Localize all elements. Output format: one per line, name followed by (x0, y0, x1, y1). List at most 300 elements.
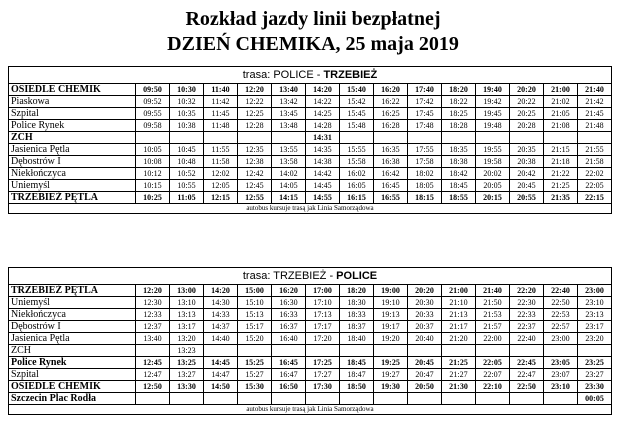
departure-time: 17:58 (408, 156, 442, 168)
departure-time: 17:48 (408, 120, 442, 132)
departure-time: 16:38 (374, 156, 408, 168)
departure-time: 15:13 (238, 309, 272, 321)
departure-time (374, 132, 408, 144)
departure-time: 12:47 (136, 369, 170, 381)
departure-time: 19:00 (374, 285, 408, 297)
departure-time: 23:10 (544, 381, 578, 393)
departure-time: 15:00 (238, 285, 272, 297)
departure-time: 12:02 (204, 168, 238, 180)
stop-row (9, 309, 612, 321)
departure-time: 19:13 (374, 309, 408, 321)
departure-time (442, 345, 476, 357)
departure-time (204, 393, 238, 405)
departure-time: 21:40 (578, 84, 612, 96)
departure-time: 21:35 (544, 192, 578, 204)
departure-time: 21:30 (442, 381, 476, 393)
stop-name: Szczecin Plac Rodła (9, 393, 136, 405)
departure-time: 18:50 (340, 381, 374, 393)
route-header-row (9, 67, 612, 84)
departure-time: 14:38 (306, 156, 340, 168)
departure-time (476, 345, 510, 357)
departure-time: 21:25 (544, 180, 578, 192)
stop-row (9, 156, 612, 168)
departure-time (204, 345, 238, 357)
departure-time: 10:55 (170, 180, 204, 192)
stop-name: ZCH (9, 132, 136, 144)
departure-time (374, 345, 408, 357)
departure-time: 14:42 (306, 168, 340, 180)
departure-time: 20:28 (510, 120, 544, 132)
departure-time: 22:53 (544, 309, 578, 321)
departure-time: 22:15 (578, 192, 612, 204)
departure-time: 23:00 (544, 333, 578, 345)
departure-time: 21:08 (544, 120, 578, 132)
departure-time: 16:42 (374, 168, 408, 180)
departure-time: 21:02 (544, 96, 578, 108)
departure-time: 15:30 (238, 381, 272, 393)
departure-time: 14:25 (306, 108, 340, 120)
departure-time: 15:20 (238, 333, 272, 345)
departure-time: 18:15 (408, 192, 442, 204)
stop-row (9, 96, 612, 108)
departure-time: 21:17 (442, 321, 476, 333)
departure-time: 19:10 (374, 297, 408, 309)
departure-time: 09:52 (136, 96, 170, 108)
departure-time (170, 132, 204, 144)
departure-time: 12:45 (136, 357, 170, 369)
stop-name: Dębostrów I (9, 321, 136, 333)
departure-time: 11:55 (204, 144, 238, 156)
departure-time: 23:25 (578, 357, 612, 369)
departure-time: 18:45 (442, 180, 476, 192)
departure-time: 12:15 (204, 192, 238, 204)
departure-time: 13:13 (170, 309, 204, 321)
departure-time: 10:08 (136, 156, 170, 168)
departure-time: 09:50 (136, 84, 170, 96)
stop-name: Niekłończyca (9, 309, 136, 321)
stop-name: Szpital (9, 108, 136, 120)
departure-time: 12:22 (238, 96, 272, 108)
departure-time: 10:35 (170, 108, 204, 120)
departure-time: 20:45 (408, 357, 442, 369)
departure-time (442, 132, 476, 144)
departure-time: 15:27 (238, 369, 272, 381)
departure-time: 23:27 (578, 369, 612, 381)
departure-time: 18:30 (340, 297, 374, 309)
departure-time: 20:42 (510, 168, 544, 180)
departure-time: 18:42 (442, 168, 476, 180)
title-line-2: DZIEŃ CHEMIKA, 25 maja 2019 (167, 33, 459, 55)
departure-time: 22:30 (510, 297, 544, 309)
departure-time: 23:07 (544, 369, 578, 381)
departure-time: 11:58 (204, 156, 238, 168)
departure-time: 14:33 (204, 309, 238, 321)
departure-time (340, 345, 374, 357)
departure-time: 19:42 (476, 96, 510, 108)
departure-time: 19:25 (374, 357, 408, 369)
stop-name: Uniemyśl (9, 180, 136, 192)
departure-time: 13:25 (170, 357, 204, 369)
departure-time: 17:17 (306, 321, 340, 333)
departure-time: 20:38 (510, 156, 544, 168)
departure-time: 12:30 (136, 297, 170, 309)
departure-time: 12:35 (238, 144, 272, 156)
departure-time: 14:31 (306, 132, 340, 144)
departure-time: 17:55 (408, 144, 442, 156)
stop-row (9, 297, 612, 309)
stop-row (9, 132, 612, 144)
stop-row (9, 369, 612, 381)
departure-time (238, 345, 272, 357)
note-row (9, 204, 612, 214)
departure-time: 16:05 (340, 180, 374, 192)
departure-time (510, 132, 544, 144)
departure-time: 19:20 (374, 333, 408, 345)
departure-time: 20:55 (510, 192, 544, 204)
departure-time (238, 132, 272, 144)
departure-time: 17:10 (306, 297, 340, 309)
departure-time: 16:33 (272, 309, 306, 321)
stop-name: Jasienica Pętla (9, 144, 136, 156)
departure-time: 12:33 (136, 309, 170, 321)
departure-time (136, 345, 170, 357)
departure-time: 16:35 (374, 144, 408, 156)
stop-name: Szpital (9, 369, 136, 381)
departure-time: 22:40 (510, 333, 544, 345)
departure-time: 13:10 (170, 297, 204, 309)
departure-time: 20:20 (408, 285, 442, 297)
departure-time (476, 132, 510, 144)
departure-time: 18:35 (442, 144, 476, 156)
departure-time: 17:13 (306, 309, 340, 321)
departure-time (340, 393, 374, 405)
departure-time: 13:42 (272, 96, 306, 108)
departure-time (306, 393, 340, 405)
stop-row (9, 333, 612, 345)
departure-time: 13:30 (170, 381, 204, 393)
departure-time: 18:33 (340, 309, 374, 321)
departure-time: 20:47 (408, 369, 442, 381)
departure-time: 13:58 (272, 156, 306, 168)
departure-time: 14:02 (272, 168, 306, 180)
departure-time: 23:05 (544, 357, 578, 369)
departure-time: 22:10 (476, 381, 510, 393)
departure-time: 22:20 (510, 285, 544, 297)
departure-time: 21:27 (442, 369, 476, 381)
departure-time: 19:27 (374, 369, 408, 381)
departure-time: 21:25 (442, 357, 476, 369)
departure-time: 14:20 (306, 84, 340, 96)
departure-time: 14:05 (272, 180, 306, 192)
departure-time: 14:50 (204, 381, 238, 393)
departure-time: 22:50 (510, 381, 544, 393)
departure-time: 21:20 (442, 333, 476, 345)
departure-time: 13:40 (272, 84, 306, 96)
departure-time: 10:05 (136, 144, 170, 156)
departure-time: 10:38 (170, 120, 204, 132)
route-header (9, 268, 612, 285)
departure-time: 20:37 (408, 321, 442, 333)
departure-time: 22:33 (510, 309, 544, 321)
departure-time: 21:00 (442, 285, 476, 297)
departure-time: 19:58 (476, 156, 510, 168)
departure-time: 16:45 (272, 357, 306, 369)
departure-time: 11:05 (170, 192, 204, 204)
departure-time: 12:42 (238, 168, 272, 180)
departure-time: 14:22 (306, 96, 340, 108)
departure-time: 15:55 (340, 144, 374, 156)
departure-time: 14:35 (306, 144, 340, 156)
departure-time: 16:20 (272, 285, 306, 297)
departure-time: 22:40 (544, 285, 578, 297)
departure-time: 15:42 (340, 96, 374, 108)
departure-time: 14:45 (204, 357, 238, 369)
stop-row (9, 393, 612, 405)
departure-time: 20:33 (408, 309, 442, 321)
departure-time: 13:17 (170, 321, 204, 333)
departure-time: 17:27 (306, 369, 340, 381)
departure-time: 12:38 (238, 156, 272, 168)
stop-row (9, 357, 612, 369)
stop-name: TRZEBIEŻ PĘTLA (9, 192, 136, 204)
departure-time: 12:25 (238, 108, 272, 120)
departure-time: 20:05 (476, 180, 510, 192)
departure-time: 14:55 (306, 192, 340, 204)
departure-time: 21:13 (442, 309, 476, 321)
route-destination: TRZEBIEŻ (323, 69, 378, 81)
departure-time: 12:37 (136, 321, 170, 333)
departure-time: 17:45 (408, 108, 442, 120)
departure-time: 14:20 (204, 285, 238, 297)
departure-time: 11:45 (204, 108, 238, 120)
departure-time: 13:45 (272, 108, 306, 120)
departure-time: 13:40 (136, 333, 170, 345)
departure-time: 19:45 (476, 108, 510, 120)
departure-time: 23:10 (578, 297, 612, 309)
departure-time: 14:40 (204, 333, 238, 345)
departure-time: 20:02 (476, 168, 510, 180)
departure-time: 13:27 (170, 369, 204, 381)
departure-time: 19:48 (476, 120, 510, 132)
departure-time: 21:15 (544, 144, 578, 156)
departure-time: 10:32 (170, 96, 204, 108)
departure-time: 14:28 (306, 120, 340, 132)
departure-time (170, 393, 204, 405)
departure-time (204, 132, 238, 144)
departure-time: 22:05 (476, 357, 510, 369)
departure-time: 18:47 (340, 369, 374, 381)
departure-time (544, 132, 578, 144)
departure-time: 21:57 (476, 321, 510, 333)
stop-name: OSIEDLE CHEMIK (9, 381, 136, 393)
stop-row (9, 144, 612, 156)
departure-time (272, 393, 306, 405)
stop-name: Police Rynek (9, 357, 136, 369)
departure-time: 13:23 (170, 345, 204, 357)
departure-time (476, 393, 510, 405)
departure-time: 14:30 (204, 297, 238, 309)
stop-row (9, 120, 612, 132)
departure-time: 12:28 (238, 120, 272, 132)
departure-time (578, 345, 612, 357)
departure-time: 15:48 (340, 120, 374, 132)
departure-time: 22:57 (544, 321, 578, 333)
stop-row (9, 84, 612, 96)
departure-time: 22:00 (476, 333, 510, 345)
departure-time: 21:48 (578, 120, 612, 132)
departure-time (136, 132, 170, 144)
departure-time: 10:52 (170, 168, 204, 180)
departure-time: 20:50 (408, 381, 442, 393)
departure-time (238, 393, 272, 405)
departure-time: 21:50 (476, 297, 510, 309)
departure-time: 23:17 (578, 321, 612, 333)
departure-time: 22:45 (510, 357, 544, 369)
route-destination: POLICE (336, 270, 378, 282)
departure-time: 18:55 (442, 192, 476, 204)
departure-time: 22:47 (510, 369, 544, 381)
route-note: autobus kursuje trasą jak Linia Samorządowa (9, 204, 612, 214)
departure-time: 10:30 (170, 84, 204, 96)
stop-name: TRZEBIEŻ PĘTLA (9, 285, 136, 297)
timetable-police-trzebiez (8, 66, 612, 214)
departure-time: 10:15 (136, 180, 170, 192)
departure-time: 10:45 (170, 144, 204, 156)
departure-time (408, 393, 442, 405)
departure-time: 18:02 (408, 168, 442, 180)
departure-time: 20:20 (510, 84, 544, 96)
departure-time: 22:07 (476, 369, 510, 381)
departure-time (578, 132, 612, 144)
departure-time: 18:20 (442, 84, 476, 96)
departure-time: 18:20 (340, 285, 374, 297)
departure-time: 13:55 (272, 144, 306, 156)
route-prefix: trasa: POLICE - (242, 69, 324, 81)
title-line-1: Rozkład jazdy linii bezpłatnej (185, 8, 441, 30)
stop-name: Police Rynek (9, 120, 136, 132)
departure-time: 22:50 (544, 297, 578, 309)
departure-time: 09:58 (136, 120, 170, 132)
stop-row (9, 180, 612, 192)
departure-time: 22:05 (578, 180, 612, 192)
departure-time: 20:35 (510, 144, 544, 156)
departure-time: 20:15 (476, 192, 510, 204)
departure-time: 19:55 (476, 144, 510, 156)
departure-time: 21:53 (476, 309, 510, 321)
departure-time: 20:25 (510, 108, 544, 120)
departure-time: 15:58 (340, 156, 374, 168)
departure-time: 10:25 (136, 192, 170, 204)
departure-time: 15:17 (238, 321, 272, 333)
timetable-trzebiez-police (8, 267, 612, 415)
departure-time: 15:40 (340, 84, 374, 96)
stop-row (9, 345, 612, 357)
note-row (9, 405, 612, 415)
departure-time: 19:40 (476, 84, 510, 96)
departure-time: 19:17 (374, 321, 408, 333)
departure-time: 12:45 (238, 180, 272, 192)
departure-time: 16:55 (374, 192, 408, 204)
departure-time (136, 393, 170, 405)
departure-time (442, 393, 476, 405)
stop-name: OSIEDLE CHEMIK (9, 84, 136, 96)
departure-time: 20:45 (510, 180, 544, 192)
departure-time: 11:42 (204, 96, 238, 108)
departure-time: 13:20 (170, 333, 204, 345)
departure-time: 16:20 (374, 84, 408, 96)
departure-time (408, 345, 442, 357)
departure-time: 17:00 (306, 285, 340, 297)
route-header-row (9, 268, 612, 285)
departure-time: 23:13 (578, 309, 612, 321)
departure-time: 18:05 (408, 180, 442, 192)
departure-time: 16:25 (374, 108, 408, 120)
stop-name: Piaskowa (9, 96, 136, 108)
departure-time: 21:42 (578, 96, 612, 108)
departure-time: 21:45 (578, 108, 612, 120)
departure-time (374, 393, 408, 405)
departure-time: 18:38 (442, 156, 476, 168)
departure-time: 10:12 (136, 168, 170, 180)
departure-time: 18:25 (442, 108, 476, 120)
departure-time: 21:40 (476, 285, 510, 297)
stop-name: Dębostrów I (9, 156, 136, 168)
departure-time: 17:40 (408, 84, 442, 96)
departure-time: 22:02 (578, 168, 612, 180)
stop-row (9, 108, 612, 120)
route-header (9, 67, 612, 84)
departure-time: 16:47 (272, 369, 306, 381)
departure-time: 16:45 (374, 180, 408, 192)
stop-row (9, 321, 612, 333)
departure-time: 18:40 (340, 333, 374, 345)
departure-time: 21:22 (544, 168, 578, 180)
departure-time: 18:22 (442, 96, 476, 108)
departure-time: 11:40 (204, 84, 238, 96)
departure-time: 21:00 (544, 84, 578, 96)
departure-time: 09:55 (136, 108, 170, 120)
departure-time: 16:37 (272, 321, 306, 333)
departure-time: 19:30 (374, 381, 408, 393)
departure-time (544, 345, 578, 357)
departure-time: 00:05 (578, 393, 612, 405)
departure-time: 15:45 (340, 108, 374, 120)
departure-time: 18:45 (340, 357, 374, 369)
departure-time (306, 345, 340, 357)
departure-time (272, 132, 306, 144)
departure-time: 14:37 (204, 321, 238, 333)
departure-time: 15:25 (238, 357, 272, 369)
departure-time: 10:48 (170, 156, 204, 168)
stop-row (9, 285, 612, 297)
departure-time (408, 132, 442, 144)
stop-row (9, 168, 612, 180)
departure-time: 17:25 (306, 357, 340, 369)
departure-time: 17:42 (408, 96, 442, 108)
departure-time: 22:37 (510, 321, 544, 333)
departure-time: 12:50 (136, 381, 170, 393)
departure-time: 21:05 (544, 108, 578, 120)
departure-time: 16:50 (272, 381, 306, 393)
departure-time: 15:10 (238, 297, 272, 309)
departure-time: 16:40 (272, 333, 306, 345)
departure-time (544, 393, 578, 405)
departure-time (272, 345, 306, 357)
departure-time: 16:22 (374, 96, 408, 108)
departure-time: 18:28 (442, 120, 476, 132)
stop-name: ZCH (9, 345, 136, 357)
stop-name: Uniemyśl (9, 297, 136, 309)
